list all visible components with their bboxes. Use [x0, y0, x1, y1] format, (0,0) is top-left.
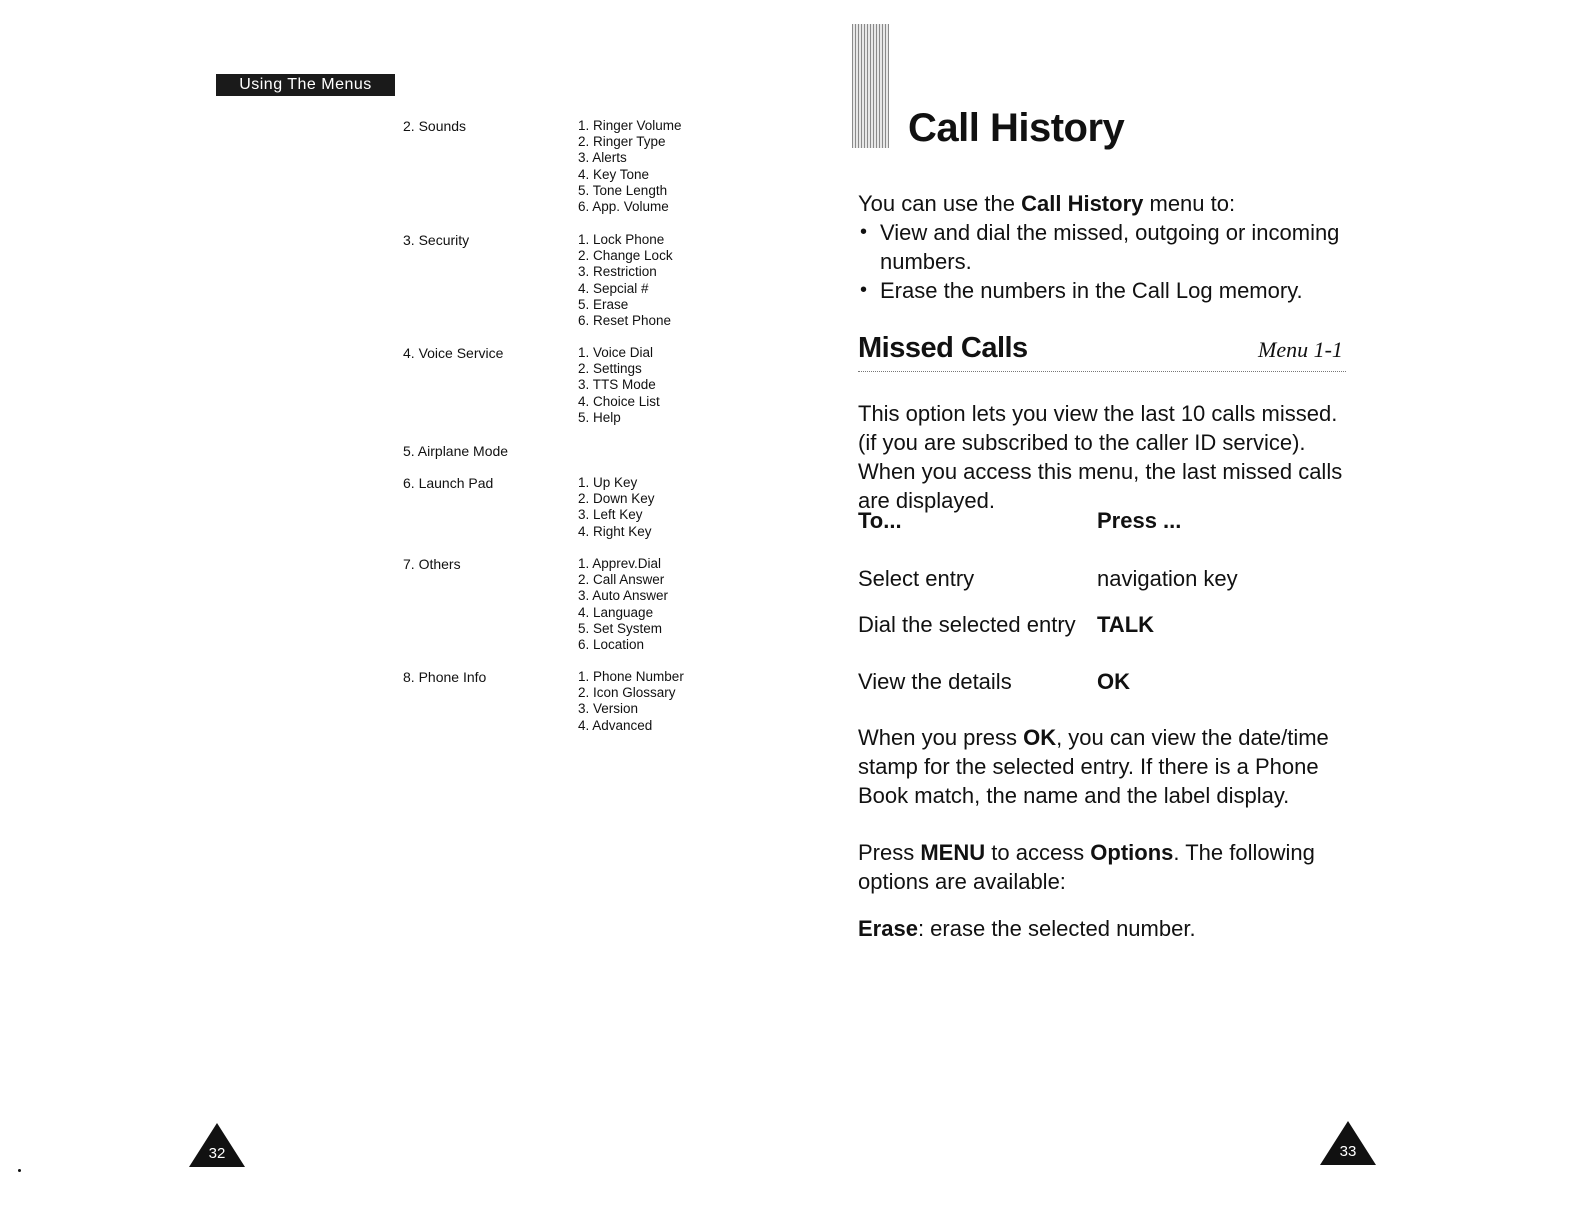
submenu-item: 4. Advanced — [578, 717, 653, 733]
bullet-item — [858, 218, 1378, 276]
page-number-marker-right — [1320, 1121, 1376, 1165]
note-menu-bold-menu: MENU — [920, 840, 986, 865]
menu-group-label: 3. Security — [403, 232, 470, 248]
menu-group-label: 2. Sounds — [403, 118, 467, 134]
submenu-item: 2. Change Lock — [578, 248, 673, 264]
note-ok — [858, 723, 1358, 810]
intro-text — [858, 189, 1378, 218]
submenu-item: 4. Sepcial # — [578, 280, 649, 296]
submenu-item: 3. Version — [578, 701, 639, 717]
bullet-text: Erase the numbers in the Call Log memory. — [880, 278, 1303, 303]
note-menu-mid: to access — [985, 840, 1091, 865]
submenu-item: 4. Language — [578, 604, 654, 620]
table-row-press: navigation key — [1097, 566, 1238, 591]
menu-group-label: 8. Phone Info — [403, 669, 487, 685]
note-menu-pre: Press — [858, 840, 921, 865]
menu-group-label: 4. Voice Service — [403, 345, 504, 361]
submenu-item: 2. Ringer Type — [578, 134, 666, 150]
submenu-item: 1. Lock Phone — [578, 232, 665, 247]
submenu-item: 1. Up Key — [578, 475, 638, 490]
note-erase — [858, 914, 1358, 943]
page-number-marker-left — [189, 1123, 245, 1167]
menu-group — [403, 118, 682, 215]
table-row-to: View the details — [858, 669, 1012, 694]
submenu-item: 3. Restriction — [578, 264, 657, 280]
submenu-item: 4. Choice List — [578, 393, 660, 409]
page-title: Call History — [908, 106, 1125, 150]
submenu-item: 5. Help — [578, 409, 621, 425]
note-erase-post: : erase the selected number. — [917, 916, 1196, 941]
menu-group-label: 6. Launch Pad — [403, 475, 494, 491]
note-menu-bold-options: Options — [1090, 840, 1174, 865]
intro-pre: You can use the — [858, 191, 1022, 216]
submenu-item: 5. Erase — [578, 296, 629, 312]
submenu-item: 6. Reset Phone — [578, 313, 672, 329]
menu-group — [403, 669, 684, 734]
submenu-list — [578, 345, 660, 426]
table-header-press: Press ... — [1097, 508, 1182, 533]
table-row-to: Dial the selected entry — [858, 612, 1076, 637]
menu-group — [403, 556, 668, 653]
title-accent-bar — [852, 24, 889, 148]
submenu-item: 3. Left Key — [578, 507, 643, 523]
submenu-list — [578, 669, 684, 734]
note-ok-pre: When you press — [858, 725, 1024, 750]
bullet-list — [858, 218, 1378, 305]
menu-group — [403, 443, 578, 459]
submenu-item: 3. Alerts — [578, 150, 627, 166]
table-row-press: OK — [1097, 669, 1130, 694]
submenu-item: 1. Voice Dial — [578, 345, 654, 360]
submenu-list — [578, 556, 668, 653]
submenu-item: 1. Phone Number — [578, 669, 684, 684]
note-erase-bold: Erase — [858, 916, 918, 941]
submenu-item: 4. Key Tone — [578, 166, 650, 182]
bullet-item — [858, 276, 1378, 305]
bullet-icon: • — [860, 279, 868, 301]
submenu-item: 2. Icon Glossary — [578, 685, 676, 701]
submenu-item: 2. Call Answer — [578, 572, 665, 588]
submenu-item: 2. Settings — [578, 361, 642, 377]
submenu-list — [578, 232, 673, 329]
section-menu-ref: Menu 1-1 — [1258, 337, 1343, 362]
note-menu-post: . The following options are available: — [858, 840, 1315, 894]
submenu-item: 6. App. Volume — [578, 199, 669, 215]
section-description: This option lets you view the last 10 calls missed. (if you are subscribed to the caller ID service). When you access this menu, the last missed calls are displayed. — [858, 401, 1343, 513]
section-divider — [858, 371, 1346, 372]
submenu-item: 1. Apprev.Dial — [578, 556, 662, 571]
submenu-item: 6. Location — [578, 637, 645, 653]
note-ok-post: , you can view the date/time stamp for the selected entry. If there is a Phone Book match, the name and the label display. — [858, 725, 1329, 808]
menu-group — [403, 232, 673, 329]
menu-group-label: 5. Airplane Mode — [403, 443, 509, 459]
bullet-icon: • — [860, 221, 868, 243]
intro-post: menu to: — [1143, 191, 1236, 216]
submenu-item: 5. Tone Length — [578, 182, 668, 198]
table-header-to: To... — [858, 508, 902, 533]
table-row-to: Select entry — [858, 566, 975, 591]
table-row-press: TALK — [1097, 612, 1155, 637]
submenu-item: 4. Right Key — [578, 523, 652, 539]
menu-group — [403, 475, 655, 540]
menu-group-label: 7. Others — [403, 556, 461, 572]
submenu-item: 2. Down Key — [578, 491, 655, 507]
intro-bold: Call History — [1021, 191, 1144, 216]
scan-speck — [18, 1169, 21, 1172]
submenu-item: 3. Auto Answer — [578, 588, 669, 604]
submenu-list — [578, 118, 682, 215]
section-header-tab: Using The Menus — [216, 74, 395, 96]
section-heading: Missed Calls — [858, 332, 1028, 364]
submenu-list — [578, 475, 655, 540]
note-menu — [858, 838, 1358, 896]
page-number: 32 — [208, 1145, 226, 1162]
note-ok-bold: OK — [1023, 725, 1057, 750]
submenu-item: 3. TTS Mode — [578, 377, 656, 393]
submenu-item: 1. Ringer Volume — [578, 118, 682, 133]
menu-group — [403, 345, 660, 426]
submenu-item: 5. Set System — [578, 620, 663, 636]
bullet-text: View and dial the missed, outgoing or incoming numbers. — [880, 220, 1340, 274]
page-number: 33 — [1339, 1143, 1357, 1160]
